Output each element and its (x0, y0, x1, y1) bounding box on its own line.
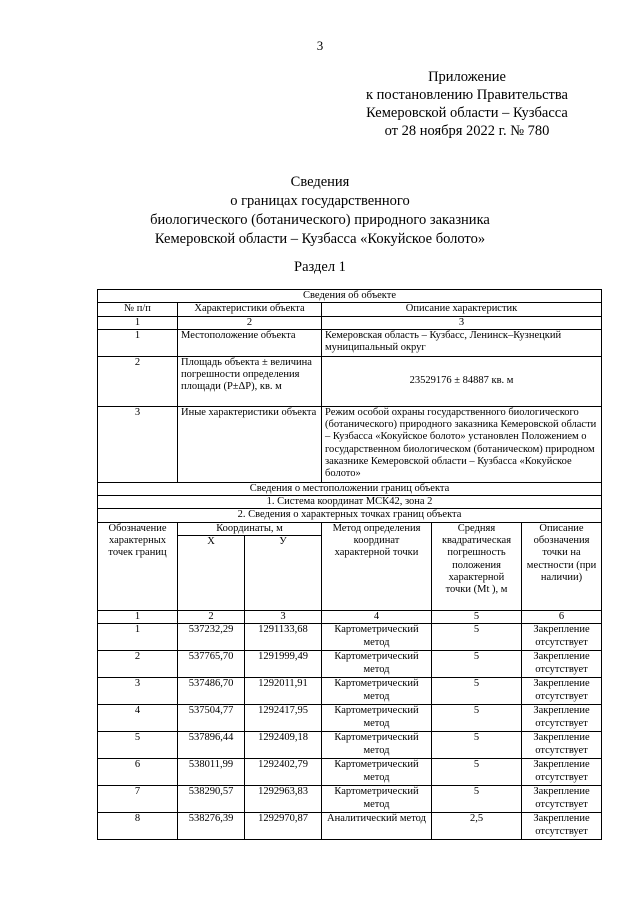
header-x: X (178, 536, 245, 611)
points-title: 2. Сведения о характерных точках границ объекта (98, 509, 602, 522)
point-id: 2 (98, 651, 178, 678)
appendix-block (337, 68, 597, 140)
table-row (98, 759, 602, 786)
table-row (98, 813, 602, 840)
boundary-table (97, 289, 602, 840)
heading-line: биологического (ботанического) природного заказника (150, 212, 490, 228)
header-description: Описание характеристик (322, 303, 602, 316)
row-num: 3 (98, 406, 178, 482)
location-title-row (98, 482, 602, 495)
header-point-description: Описание обозначения точки на местности (при наличии) (522, 522, 602, 610)
point-method: Картометрический метод (322, 624, 432, 651)
header-y: У (245, 536, 322, 611)
header-method: Метод определения координат характерной точки (322, 522, 432, 610)
header-accuracy: Средняя квадратическая погрешность положения характерной точки (Мt ), м (432, 522, 522, 610)
point-id: 6 (98, 759, 178, 786)
numbering-cell: 1 (98, 316, 178, 329)
point-accuracy: 5 (432, 705, 522, 732)
numbering-cell: 3 (245, 611, 322, 624)
point-description: Закрепление отсутствует (522, 624, 602, 651)
table-row (98, 732, 602, 759)
point-description: Закрепление отсутствует (522, 678, 602, 705)
header-designation: Обозначение характерных точек границ (98, 522, 178, 610)
point-x: 537232,29 (178, 624, 245, 651)
point-y: 1292409,18 (245, 732, 322, 759)
point-description: Закрепление отсутствует (522, 813, 602, 840)
point-accuracy: 5 (432, 759, 522, 786)
point-y: 1292011,91 (245, 678, 322, 705)
numbering-cell: 2 (178, 611, 245, 624)
point-description: Закрепление отсутствует (522, 705, 602, 732)
row-name: Местоположение объекта (178, 329, 322, 356)
numbering-cell: 6 (522, 611, 602, 624)
row-num: 2 (98, 356, 178, 406)
row-name: Площадь объекта ± величина погрешности определения площади (P±ΔP), кв. м (178, 356, 322, 406)
points-numbering-row (98, 611, 602, 624)
object-info-row (98, 356, 602, 406)
point-x: 538290,57 (178, 786, 245, 813)
header-coords: Координаты, м (178, 522, 322, 535)
numbering-cell: 4 (322, 611, 432, 624)
point-accuracy: 5 (432, 786, 522, 813)
point-x: 538011,99 (178, 759, 245, 786)
table-row (98, 624, 602, 651)
point-y: 1292963,83 (245, 786, 322, 813)
appendix-line: от 28 ноября 2022 г. № 780 (384, 123, 550, 139)
point-description: Закрепление отсутствует (522, 786, 602, 813)
point-method: Картометрический метод (322, 678, 432, 705)
heading-line: Сведения (290, 174, 350, 190)
header-characteristic: Характеристики объекта (178, 303, 322, 316)
point-accuracy: 5 (432, 624, 522, 651)
points-title-row (98, 509, 602, 522)
object-info-title-row (98, 290, 602, 303)
row-name: Иные характеристики объекта (178, 406, 322, 482)
point-x: 537765,70 (178, 651, 245, 678)
object-info-numbering-row (98, 316, 602, 329)
numbering-cell: 1 (98, 611, 178, 624)
table-row (98, 651, 602, 678)
row-value: Режим особой охраны государственного биологического (ботанического) природного заказника Кемеровской области – Кузбасса «Кокуйское болото» установлен Положением о государственном биологическом (ботаническом) природном заказнике Кемеровской области – Кузбасса «Кокуйское болото» (322, 406, 602, 482)
point-accuracy: 5 (432, 678, 522, 705)
point-x: 538276,39 (178, 813, 245, 840)
point-y: 1292402,79 (245, 759, 322, 786)
heading-line: о границах государственного (230, 193, 410, 209)
point-method: Картометрический метод (322, 786, 432, 813)
point-accuracy: 2,5 (432, 813, 522, 840)
coord-system: 1. Система координат МСК42, зона 2 (98, 496, 602, 509)
numbering-cell: 5 (432, 611, 522, 624)
coord-system-row (98, 496, 602, 509)
object-info-row (98, 406, 602, 482)
header-num: № п/п (98, 303, 178, 316)
point-y: 1291999,49 (245, 651, 322, 678)
point-accuracy: 5 (432, 651, 522, 678)
point-x: 537486,70 (178, 678, 245, 705)
table-row (98, 786, 602, 813)
appendix-line: Кемеровской области – Кузбасса (366, 105, 568, 121)
points-header-row (98, 522, 602, 535)
row-value: Кемеровская область – Кузбасс, Ленинск–Кузнецкий муниципальный округ (322, 329, 602, 356)
object-info-header-row (98, 303, 602, 316)
point-id: 4 (98, 705, 178, 732)
point-x: 537896,44 (178, 732, 245, 759)
page-number: 3 (316, 38, 324, 53)
row-value: 23529176 ± 84887 кв. м (322, 356, 602, 406)
point-description: Закрепление отсутствует (522, 651, 602, 678)
numbering-cell: 2 (178, 316, 322, 329)
point-description: Закрепление отсутствует (522, 759, 602, 786)
point-id: 7 (98, 786, 178, 813)
object-info-title: Сведения об объекте (98, 290, 602, 303)
point-id: 3 (98, 678, 178, 705)
point-y: 1291133,68 (245, 624, 322, 651)
point-x: 537504,77 (178, 705, 245, 732)
table-row (98, 678, 602, 705)
document-heading (0, 173, 640, 249)
table-row (98, 705, 602, 732)
numbering-cell: 3 (322, 316, 602, 329)
appendix-line: к постановлению Правительства (366, 87, 568, 103)
point-method: Аналитический метод (322, 813, 432, 840)
row-num: 1 (98, 329, 178, 356)
point-description: Закрепление отсутствует (522, 732, 602, 759)
point-id: 5 (98, 732, 178, 759)
point-accuracy: 5 (432, 732, 522, 759)
point-method: Картометрический метод (322, 705, 432, 732)
point-id: 1 (98, 624, 178, 651)
appendix-line: Приложение (428, 69, 506, 85)
point-y: 1292417,95 (245, 705, 322, 732)
boundary-table-wrapper (97, 289, 601, 840)
heading-line: Кемеровской области – Кузбасса «Кокуйское болото» (154, 231, 486, 247)
object-info-row (98, 329, 602, 356)
location-title: Сведения о местоположении границ объекта (98, 482, 602, 495)
point-method: Картометрический метод (322, 732, 432, 759)
point-y: 1292970,87 (245, 813, 322, 840)
point-method: Картометрический метод (322, 651, 432, 678)
point-method: Картометрический метод (322, 759, 432, 786)
section-title: Раздел 1 (294, 259, 346, 275)
point-id: 8 (98, 813, 178, 840)
